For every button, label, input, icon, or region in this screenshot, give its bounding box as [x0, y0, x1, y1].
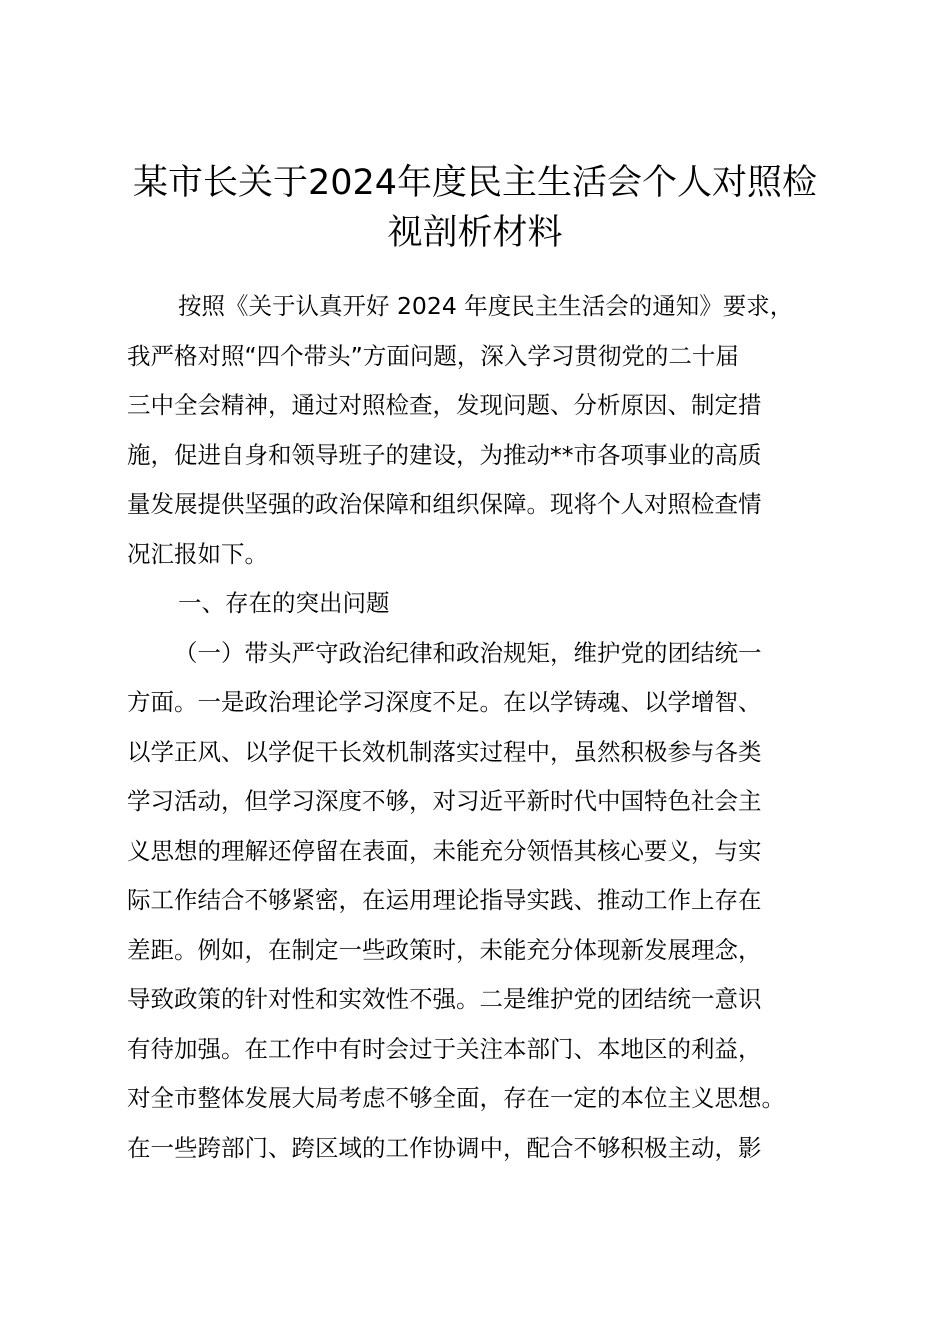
paragraph-line: 方面。一是政治理论学习深度不足。在以学铸魂、以学增智、 — [127, 688, 762, 716]
paragraph-line: 义思想的理解还停留在表面，未能充分领悟其核心要义，与实 — [127, 836, 762, 865]
title-line-2: 视剖析材料 — [387, 213, 563, 253]
paragraph-line: 学习活动，但学习深度不够，对习近平新时代中国特色社会主 — [127, 787, 762, 815]
paragraph-line: 际工作结合不够紧密，在运用理论指导实践、推动工作上存在 — [127, 886, 762, 914]
paragraph-intro-line: 况汇报如下。 — [127, 539, 268, 568]
paragraph-intro-line: 量发展提供坚强的政治保障和组织保障。现将个人对照检查情 — [127, 490, 762, 518]
paragraph-intro-line: 我严格对照“四个带头”方面问题，深入学习贯彻党的二十届 — [127, 341, 739, 370]
paragraph-line: 以学正风、以学促干长效机制落实过程中，虽然积极参与各类 — [127, 737, 762, 766]
title-line-1: 某市长关于2024年度民主生活会个人对照检 — [132, 163, 818, 203]
paragraph-line: 导致政策的针对性和实效性不强。二是维护党的团结统一意识 — [127, 985, 762, 1013]
paragraph-line: 差距。例如，在制定一些政策时，未能充分体现新发展理念， — [127, 935, 762, 964]
paragraph-intro-line: 三中全会精神，通过对照检查，发现问题、分析原因、制定措 — [127, 391, 762, 419]
document-body — [127, 282, 837, 1173]
paragraph-line: 对全市整体发展大局考虑不够全面，存在一定的本位主义思想。 — [127, 1084, 785, 1112]
paragraph-intro-line: 施，促进自身和领导班子的建设，为推动**市各项事业的高质 — [127, 440, 762, 469]
paragraph-line: （一）带头严守政治纪律和政治规矩，维护党的团结统一 — [174, 638, 762, 667]
document-title — [100, 158, 850, 258]
paragraph-intro-line: 按照《关于认真开好 2024 年度民主生活会的通知》要求， — [178, 292, 794, 320]
paragraph-line: 有待加强。在工作中有时会过于关注本部门、本地区的利益， — [127, 1034, 762, 1063]
section-heading: 一、存在的突出问题 — [178, 589, 390, 617]
paragraph-line: 在一些跨部门、跨区域的工作协调中，配合不够积极主动，影 — [127, 1133, 762, 1162]
